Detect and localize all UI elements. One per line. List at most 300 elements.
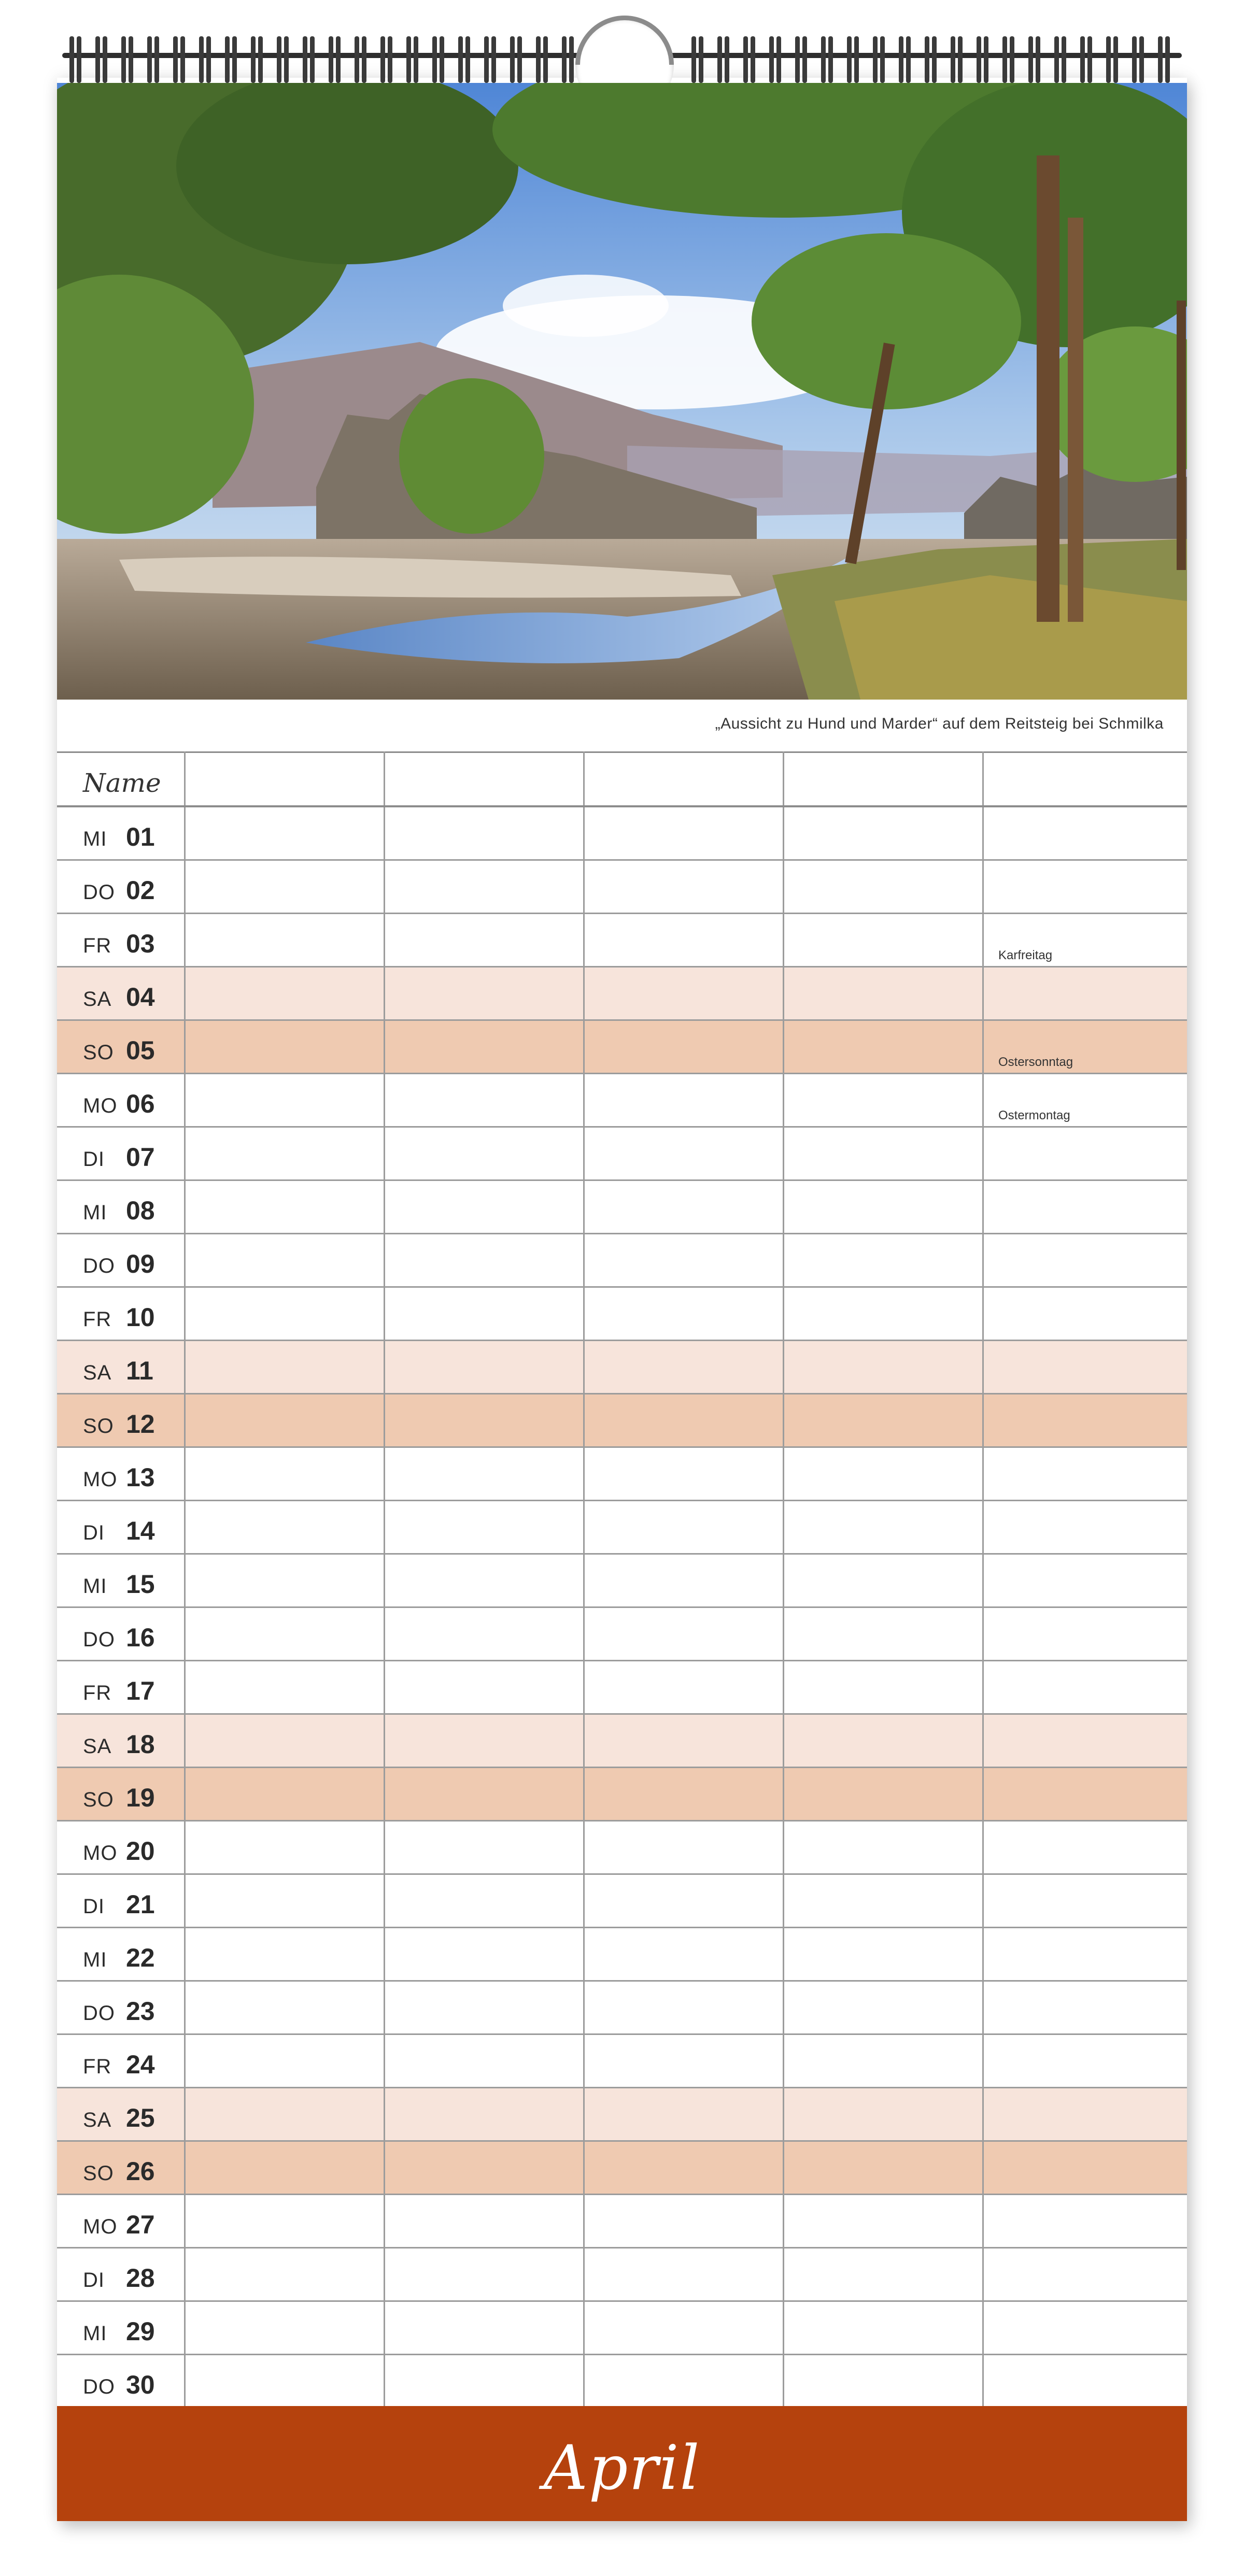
entry-cell[interactable] [783, 1821, 784, 1873]
entry-cell[interactable] [384, 1288, 385, 1340]
day-row [57, 1448, 1187, 1501]
entry-cell[interactable] [184, 1074, 186, 1126]
entry-cell[interactable] [982, 1768, 984, 1820]
day-number: 06 [126, 1089, 155, 1118]
entry-cell[interactable] [184, 2355, 186, 2407]
entry-cell[interactable] [583, 914, 585, 966]
day-number: 04 [126, 983, 155, 1012]
binding-coil [277, 36, 281, 83]
entry-cell[interactable] [384, 1394, 385, 1446]
entry-cell[interactable] [184, 1768, 186, 1820]
entry-cell[interactable] [583, 1661, 585, 1713]
weekday-label: MO [83, 1468, 118, 1491]
binding-coil [173, 36, 178, 83]
binding-coil [103, 36, 107, 83]
weekday-label: DO [83, 1255, 115, 1277]
entry-cell[interactable] [583, 1288, 585, 1340]
entry-cell[interactable] [184, 967, 186, 1019]
entry-cell[interactable] [583, 2302, 585, 2354]
entry-cell[interactable] [583, 1768, 585, 1820]
day-row [57, 1982, 1187, 2035]
day-number: 08 [126, 1196, 155, 1225]
binding-coil [458, 36, 463, 83]
day-row [57, 2142, 1187, 2195]
binding-coil [1036, 36, 1040, 83]
binding-coil [977, 36, 981, 83]
entry-cell[interactable] [184, 1608, 186, 1660]
entry-cell[interactable] [583, 861, 585, 913]
entry-cell[interactable] [783, 1928, 784, 1980]
entry-cell[interactable] [384, 914, 385, 966]
entry-cell[interactable] [583, 1821, 585, 1873]
weekday-label: FR [83, 2055, 112, 2078]
weekday-label: DI [83, 1521, 105, 1544]
day-row [57, 1288, 1187, 1341]
entry-cell[interactable] [783, 2355, 784, 2407]
binding-coil [206, 36, 211, 83]
binding-coil [517, 36, 522, 83]
entry-cell[interactable] [783, 1128, 784, 1179]
day-row [57, 1341, 1187, 1394]
entry-cell[interactable] [982, 1394, 984, 1446]
entry-cell[interactable] [783, 2142, 784, 2194]
day-number: 29 [126, 2317, 155, 2346]
entry-cell[interactable] [384, 2248, 385, 2300]
entry-cell[interactable] [982, 2248, 984, 2300]
day-number: 11 [126, 1356, 153, 1385]
entry-cell[interactable] [384, 1875, 385, 1927]
entry-cell[interactable] [982, 1928, 984, 1980]
binding-coil [1002, 36, 1007, 83]
header-column-3 [583, 751, 585, 805]
entry-cell[interactable] [384, 1768, 385, 1820]
entry-cell[interactable] [783, 807, 784, 859]
day-number: 25 [126, 2103, 155, 2132]
entry-cell[interactable] [384, 2195, 385, 2247]
binding-coil [284, 36, 289, 83]
entry-cell[interactable] [184, 2088, 186, 2140]
entry-cell[interactable] [583, 1234, 585, 1286]
binding-coil [699, 36, 703, 83]
entry-cell[interactable] [583, 1501, 585, 1553]
entry-cell[interactable] [583, 1341, 585, 1393]
entry-cell[interactable] [783, 1501, 784, 1553]
entry-cell[interactable] [184, 2302, 186, 2354]
binding-coil [951, 36, 955, 83]
entry-cell[interactable] [384, 1181, 385, 1233]
entry-cell[interactable] [583, 2248, 585, 2300]
entry-cell[interactable] [384, 1501, 385, 1553]
day-number: 26 [126, 2157, 155, 2186]
day-number: 13 [126, 1463, 155, 1492]
entry-cell[interactable] [384, 807, 385, 859]
entry-cell[interactable] [783, 2088, 784, 2140]
binding-coil [906, 36, 911, 83]
binding-coil [847, 36, 852, 83]
entry-cell[interactable] [184, 1875, 186, 1927]
entry-cell[interactable] [384, 2088, 385, 2140]
entry-cell[interactable] [184, 1715, 186, 1767]
calendar-grid [57, 751, 1187, 2409]
entry-cell[interactable] [583, 1928, 585, 1980]
entry-cell[interactable] [184, 1821, 186, 1873]
day-row [57, 1715, 1187, 1768]
entry-cell[interactable] [982, 2195, 984, 2247]
entry-cell[interactable] [783, 1555, 784, 1606]
entry-cell[interactable] [783, 967, 784, 1019]
day-number: 20 [126, 1837, 155, 1866]
binding-coil [795, 36, 800, 83]
entry-cell[interactable] [783, 2302, 784, 2354]
binding-coil [180, 36, 185, 83]
weekday-label: SO [83, 2162, 114, 2185]
entry-cell[interactable] [783, 1341, 784, 1393]
day-number: 10 [126, 1303, 155, 1332]
holiday-note: Ostermontag [998, 1108, 1070, 1122]
entry-cell[interactable] [384, 2302, 385, 2354]
entry-cell[interactable] [583, 1555, 585, 1606]
entry-cell[interactable] [184, 1181, 186, 1233]
entry-cell[interactable] [783, 1661, 784, 1713]
binding-coil [776, 36, 781, 83]
day-number: 28 [126, 2264, 155, 2293]
binding-coil [984, 36, 988, 83]
binding-coil [465, 36, 470, 83]
entry-cell[interactable] [783, 1608, 784, 1660]
binding-coil [899, 36, 903, 83]
entry-cell[interactable] [783, 2035, 784, 2087]
binding-coil [154, 36, 159, 83]
entry-cell[interactable] [384, 1234, 385, 1286]
entry-cell[interactable] [982, 914, 984, 966]
day-number: 16 [126, 1623, 155, 1652]
binding-coil [821, 36, 826, 83]
entry-cell[interactable] [384, 1715, 385, 1767]
landscape-photo [57, 83, 1187, 700]
entry-cell[interactable] [982, 1074, 984, 1126]
binding-coil [414, 36, 418, 83]
holiday-note: Karfreitag [998, 948, 1053, 962]
binding-coil [406, 36, 411, 83]
photo-illustration [57, 83, 1187, 700]
binding-coil [725, 36, 729, 83]
entry-cell[interactable] [783, 2195, 784, 2247]
binding-coil [691, 36, 696, 83]
entry-cell[interactable] [184, 1928, 186, 1980]
entry-cell[interactable] [583, 807, 585, 859]
entry-cell[interactable] [982, 1875, 984, 1927]
binding-coil [432, 36, 437, 83]
binding-coil [147, 36, 152, 83]
day-row [57, 1928, 1187, 1982]
day-row [57, 2248, 1187, 2302]
entry-cell[interactable] [384, 1928, 385, 1980]
binding-coil [536, 36, 541, 83]
entry-cell[interactable] [384, 1555, 385, 1606]
binding-coil [751, 36, 755, 83]
entry-cell[interactable] [384, 1608, 385, 1660]
entry-cell[interactable] [384, 861, 385, 913]
entry-cell[interactable] [184, 1982, 186, 2033]
day-number: 05 [126, 1036, 155, 1065]
entry-cell[interactable] [783, 1448, 784, 1500]
month-footer [57, 2406, 1187, 2521]
day-number: 14 [126, 1516, 155, 1545]
day-number: 30 [126, 2370, 155, 2399]
weekday-label: DI [83, 1148, 105, 1171]
entry-cell[interactable] [384, 2035, 385, 2087]
photo-caption: „Aussicht zu Hund und Marder“ auf dem Reitsteig bei Schmilka [715, 715, 1164, 732]
entry-cell[interactable] [384, 1448, 385, 1500]
entry-cell[interactable] [982, 1181, 984, 1233]
entry-cell[interactable] [184, 1288, 186, 1340]
entry-cell[interactable] [982, 2355, 984, 2407]
binding-coil [232, 36, 237, 83]
binding-coil [336, 36, 341, 83]
binding-coil [1087, 36, 1092, 83]
entry-cell[interactable] [384, 1982, 385, 2033]
weekday-label: SO [83, 1788, 114, 1811]
weekday-label: SO [83, 1041, 114, 1064]
entry-cell[interactable] [783, 1875, 784, 1927]
entry-cell[interactable] [583, 967, 585, 1019]
entry-cell[interactable] [583, 2195, 585, 2247]
entry-cell[interactable] [583, 1128, 585, 1179]
entry-cell[interactable] [982, 861, 984, 913]
entry-cell[interactable] [583, 2355, 585, 2407]
name-header: Name [83, 768, 161, 798]
entry-cell[interactable] [583, 1021, 585, 1073]
entry-cell[interactable] [583, 1715, 585, 1767]
day-number: 24 [126, 2050, 155, 2079]
entry-cell[interactable] [184, 1128, 186, 1179]
entry-cell[interactable] [583, 1074, 585, 1126]
binding-coil [225, 36, 230, 83]
day-number: 19 [126, 1783, 155, 1812]
entry-cell[interactable] [982, 1821, 984, 1873]
entry-cell[interactable] [583, 2142, 585, 2194]
weekday-label: DO [83, 1628, 115, 1651]
day-row [57, 2035, 1187, 2088]
weekday-label: DO [83, 2375, 115, 2398]
entry-cell[interactable] [384, 967, 385, 1019]
day-number: 18 [126, 1730, 155, 1759]
binding-coil [329, 36, 333, 83]
binding-coil [1028, 36, 1033, 83]
binding-coil [77, 36, 81, 83]
entry-cell[interactable] [982, 1715, 984, 1767]
weekday-label: SA [83, 2109, 112, 2131]
entry-cell[interactable] [583, 1608, 585, 1660]
weekday-label: DI [83, 1895, 105, 1918]
binding-coil [1106, 36, 1111, 83]
weekday-label: DO [83, 2002, 115, 2025]
binding-coil [1113, 36, 1118, 83]
entry-cell[interactable] [583, 1394, 585, 1446]
entry-cell[interactable] [982, 1982, 984, 2033]
entry-cell[interactable] [982, 1608, 984, 1660]
entry-cell[interactable] [783, 914, 784, 966]
entry-cell[interactable] [783, 1982, 784, 2033]
entry-cell[interactable] [783, 1234, 784, 1286]
weekday-label: SA [83, 988, 112, 1011]
entry-cell[interactable] [583, 1181, 585, 1233]
binding-coil [543, 36, 548, 83]
binding-coil [769, 36, 774, 83]
binding-coil [491, 36, 496, 83]
binding-coil [1132, 36, 1137, 83]
entry-cell[interactable] [184, 1501, 186, 1553]
binding-coil [1010, 36, 1014, 83]
weekday-label: SO [83, 1415, 114, 1438]
entry-cell[interactable] [783, 1074, 784, 1126]
header-column-2 [384, 751, 385, 805]
day-row [57, 1555, 1187, 1608]
binding-coil [510, 36, 515, 83]
entry-cell[interactable] [384, 1821, 385, 1873]
entry-cell[interactable] [583, 1982, 585, 2033]
entry-cell[interactable] [583, 2088, 585, 2140]
day-row [57, 807, 1187, 861]
day-row [57, 1128, 1187, 1181]
weekday-label: DO [83, 881, 115, 904]
day-number: 23 [126, 1997, 155, 2026]
entry-cell[interactable] [384, 2142, 385, 2194]
day-row [57, 967, 1187, 1021]
binding-coil [440, 36, 444, 83]
binding-coil [251, 36, 256, 83]
entry-cell[interactable] [184, 1341, 186, 1393]
entry-cell[interactable] [783, 1288, 784, 1340]
entry-cell[interactable] [184, 807, 186, 859]
header-column-4 [783, 751, 784, 805]
entry-cell[interactable] [184, 1661, 186, 1713]
entry-cell[interactable] [982, 1021, 984, 1073]
day-number: 21 [126, 1890, 155, 1919]
hanger-hook [575, 16, 674, 65]
entry-cell[interactable] [184, 861, 186, 913]
entry-cell[interactable] [583, 1448, 585, 1500]
day-number: 17 [126, 1676, 155, 1705]
entry-cell[interactable] [583, 2035, 585, 2087]
weekday-label: FR [83, 1308, 112, 1331]
entry-cell[interactable] [982, 1448, 984, 1500]
entry-cell[interactable] [982, 1661, 984, 1713]
binding-coil [380, 36, 385, 83]
binding-coil [1080, 36, 1085, 83]
entry-cell[interactable] [384, 2355, 385, 2407]
day-row [57, 1021, 1187, 1074]
entry-cell[interactable] [184, 1234, 186, 1286]
entry-cell[interactable] [982, 1128, 984, 1179]
entry-cell[interactable] [384, 1341, 385, 1393]
binding-coil [828, 36, 833, 83]
entry-cell[interactable] [783, 1181, 784, 1233]
entry-cell[interactable] [982, 2302, 984, 2354]
entry-cell[interactable] [184, 1448, 186, 1500]
day-row [57, 1608, 1187, 1661]
entry-cell[interactable] [783, 1021, 784, 1073]
holiday-note: Ostersonntag [998, 1055, 1073, 1069]
day-row [57, 1821, 1187, 1875]
day-number: 22 [126, 1943, 155, 1972]
entry-cell[interactable] [783, 2248, 784, 2300]
day-row [57, 861, 1187, 914]
weekday-label: FR [83, 934, 112, 957]
entry-cell[interactable] [384, 1074, 385, 1126]
weekday-label: MO [83, 2215, 118, 2238]
binding-coil [258, 36, 263, 83]
day-number: 07 [126, 1143, 155, 1172]
binding-coil [1165, 36, 1170, 83]
entry-cell[interactable] [184, 1555, 186, 1606]
entry-cell[interactable] [783, 861, 784, 913]
month-title: April [543, 2432, 701, 2503]
binding-coil [310, 36, 315, 83]
weekday-label: MO [83, 1842, 118, 1865]
entry-cell[interactable] [184, 2195, 186, 2247]
entry-cell[interactable] [184, 914, 186, 966]
entry-cell[interactable] [982, 1341, 984, 1393]
weekday-label: MI [83, 1201, 107, 1224]
entry-cell[interactable] [184, 2142, 186, 2194]
entry-cell[interactable] [384, 1661, 385, 1713]
binding-coil [958, 36, 963, 83]
day-row [57, 1661, 1187, 1715]
entry-cell[interactable] [184, 2035, 186, 2087]
binding-coil [932, 36, 937, 83]
binding-coil [562, 36, 567, 83]
day-number: 09 [126, 1249, 155, 1278]
entry-cell[interactable] [184, 2248, 186, 2300]
binding-coil [1062, 36, 1066, 83]
day-number: 15 [126, 1570, 155, 1599]
binding-coil [569, 36, 574, 83]
binding-coil [925, 36, 929, 83]
entry-cell[interactable] [982, 2142, 984, 2194]
entry-cell[interactable] [783, 1394, 784, 1446]
entry-cell[interactable] [384, 1128, 385, 1179]
binding-coil [303, 36, 307, 83]
day-number: 27 [126, 2210, 155, 2239]
entry-cell[interactable] [184, 1021, 186, 1073]
day-row [57, 2302, 1187, 2355]
weekday-label: MO [83, 1094, 118, 1117]
entry-cell[interactable] [982, 1234, 984, 1286]
weekday-label: MI [83, 2322, 107, 2345]
entry-cell[interactable] [583, 1875, 585, 1927]
weekday-label: MI [83, 828, 107, 850]
entry-cell[interactable] [982, 807, 984, 859]
entry-cell[interactable] [982, 1288, 984, 1340]
entry-cell[interactable] [982, 2088, 984, 2140]
binding-coil [95, 36, 100, 83]
entry-cell[interactable] [783, 1768, 784, 1820]
header-column-5 [982, 751, 984, 805]
entry-cell[interactable] [184, 1394, 186, 1446]
day-row [57, 1181, 1187, 1234]
entry-cell[interactable] [384, 1021, 385, 1073]
binding-coil [1139, 36, 1144, 83]
day-number: 12 [126, 1410, 155, 1439]
day-row [57, 1501, 1187, 1555]
entry-cell[interactable] [982, 2035, 984, 2087]
entry-cell[interactable] [982, 1501, 984, 1553]
entry-cell[interactable] [982, 967, 984, 1019]
entry-cell[interactable] [982, 1555, 984, 1606]
day-number: 01 [126, 822, 155, 851]
entry-cell[interactable] [783, 1715, 784, 1767]
